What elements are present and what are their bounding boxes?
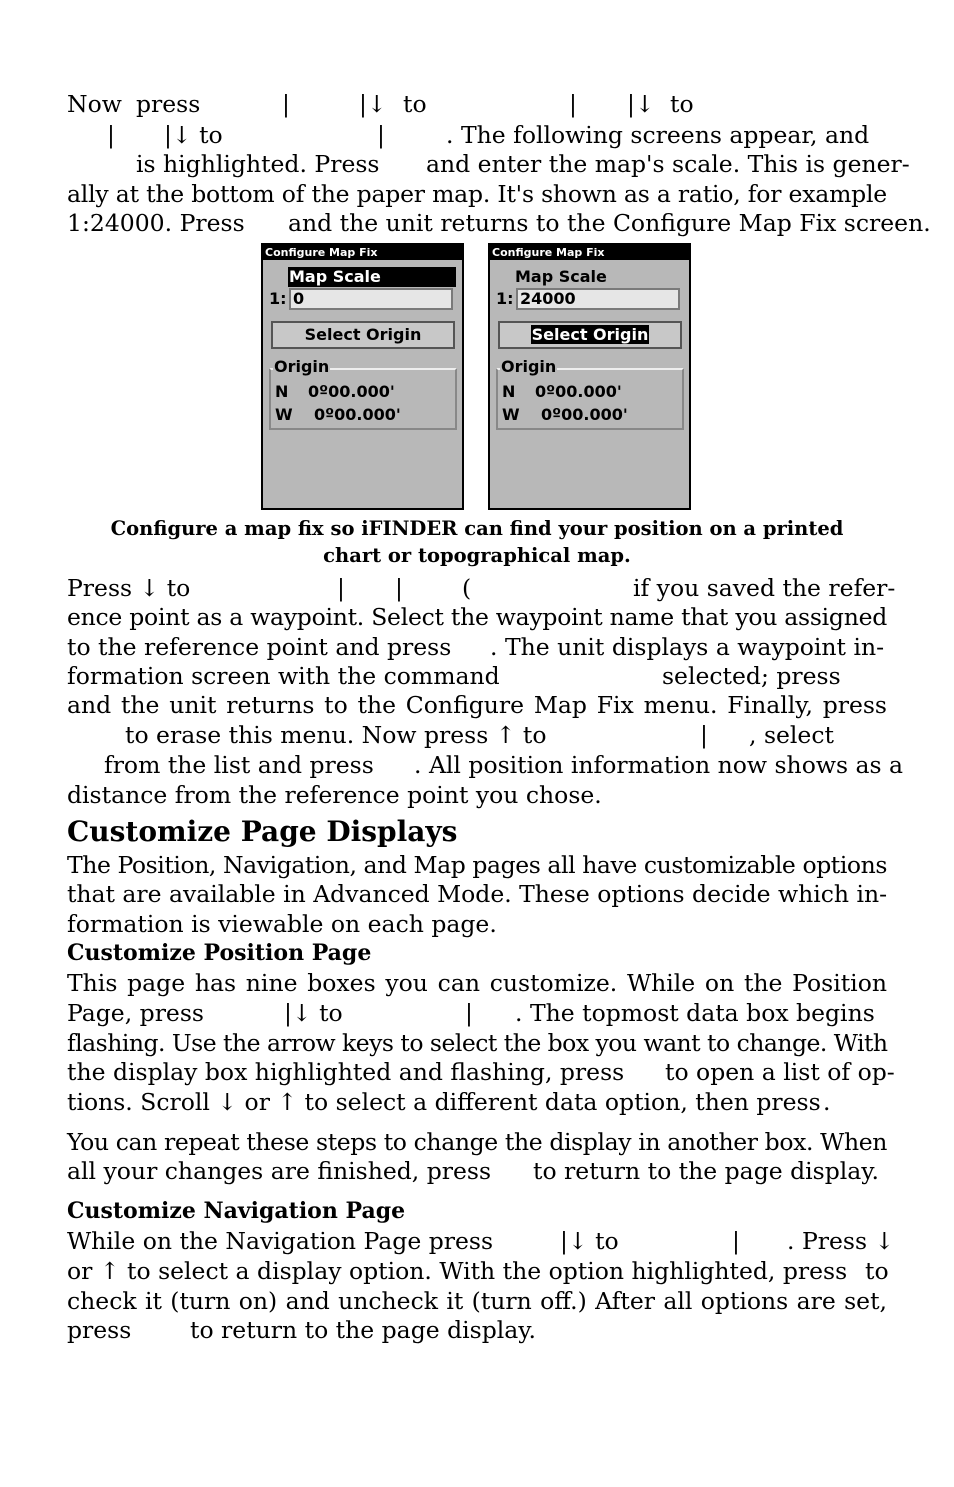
text-line: ence point as a waypoint. Select the waypoint name that you assigned xyxy=(67,603,887,631)
word: . The following screens appear, and xyxy=(446,121,870,149)
separator: | xyxy=(732,1227,740,1255)
separator: | xyxy=(377,121,385,149)
subsection-heading: Customize Navigation Page xyxy=(67,1198,406,1224)
select-origin-button[interactable]: Select Origin xyxy=(271,321,455,349)
figure-caption-line: chart or topographical map. xyxy=(323,544,631,567)
word: if you saved the refer- xyxy=(633,574,896,602)
text-line xyxy=(67,120,887,150)
word: press xyxy=(136,90,201,118)
word: to return to the page display. xyxy=(190,1316,536,1344)
text-line: distance from the reference point you chose. xyxy=(67,781,602,809)
word: to return to the page display. xyxy=(533,1157,879,1185)
text-line: formation is viewable on each page. xyxy=(67,910,497,938)
lon-direction: W xyxy=(502,405,520,424)
word: While on the Navigation Page press xyxy=(67,1227,494,1255)
word: all your changes are finished, press xyxy=(67,1157,492,1185)
map-scale-input[interactable]: 24000 xyxy=(516,288,680,310)
ratio-prefix: 1: xyxy=(496,289,514,308)
map-scale-input[interactable]: 0 xyxy=(289,288,453,310)
paren: ( xyxy=(462,574,472,602)
word: |↓ to xyxy=(164,121,223,149)
word: Page, press xyxy=(67,999,204,1027)
separator: | xyxy=(107,121,115,149)
lat-value: 0º00.000' xyxy=(308,382,395,401)
text-line xyxy=(67,661,887,691)
subsection-heading: Customize Position Page xyxy=(67,940,372,966)
word: and the unit returns to the Configure Map Fix screen. xyxy=(288,209,931,237)
origin-label: Origin xyxy=(501,357,557,376)
word: is highlighted. Press xyxy=(136,150,380,178)
screen-title: Configure Map Fix xyxy=(490,245,689,260)
select-origin-button[interactable] xyxy=(498,321,682,349)
text-line xyxy=(67,1226,895,1256)
text-line xyxy=(67,1087,887,1117)
text-line: The Position, Navigation, and Map pages all have customizable options xyxy=(67,851,887,879)
word: Now xyxy=(67,90,122,118)
word: to xyxy=(670,90,694,118)
text-line xyxy=(67,573,896,603)
configure-map-fix-screen-2 xyxy=(488,243,691,510)
select-origin-label: Select Origin xyxy=(531,325,649,344)
word: . Press ↓ xyxy=(787,1227,895,1255)
text-line xyxy=(67,750,904,780)
origin-label: Origin xyxy=(274,357,330,376)
text-line xyxy=(67,1315,887,1345)
separator: | xyxy=(569,90,577,118)
text-line: This page has nine boxes you can customize. While on the Position xyxy=(67,969,887,997)
lon-value: 0º00.000' xyxy=(541,405,628,424)
word: to erase this menu. Now press ↑ to xyxy=(125,721,547,749)
word: |↓ to xyxy=(284,999,343,1027)
word: to the reference point and press xyxy=(67,633,452,661)
word: formation screen with the command xyxy=(67,662,500,690)
word: or ↑ to select a display option. With the option highlighted, press xyxy=(67,1257,848,1285)
configure-map-fix-screen-1 xyxy=(261,243,464,510)
separator: | xyxy=(700,721,708,749)
text-line: You can repeat these steps to change the display in another box. When xyxy=(67,1128,887,1156)
text-line: ally at the bottom of the paper map. It's shown as a ratio, for example xyxy=(67,180,887,208)
lon-direction: W xyxy=(275,405,293,424)
word: |↓ xyxy=(359,90,387,118)
word: the display box highlighted and flashing, press xyxy=(67,1058,625,1086)
word: selected; press xyxy=(662,662,841,690)
word: from the list and press xyxy=(104,751,374,779)
lat-value: 0º00.000' xyxy=(535,382,622,401)
word: , select xyxy=(749,721,834,749)
text-line xyxy=(67,720,887,750)
word: to xyxy=(403,90,427,118)
figure-caption-line: Configure a map fix so iFINDER can find your position on a printed xyxy=(110,517,844,540)
ratio-prefix: 1: xyxy=(269,289,287,308)
text-line xyxy=(67,1156,887,1186)
text-line xyxy=(67,208,931,238)
word: press xyxy=(67,1316,132,1344)
text-line xyxy=(67,632,887,662)
text-line: that are available in Advanced Mode. These options decide which in- xyxy=(67,880,887,908)
text-line xyxy=(67,1057,895,1087)
word: and enter the map's scale. This is gener- xyxy=(426,150,910,178)
word: 1:24000. Press xyxy=(67,209,245,237)
separator: | xyxy=(337,574,345,602)
lon-value: 0º00.000' xyxy=(314,405,401,424)
word: |↓ xyxy=(627,90,655,118)
separator: | xyxy=(395,574,403,602)
word: . The topmost data box begins xyxy=(515,999,875,1027)
text-line: and the unit returns to the Configure Map Fix menu. Finally, press xyxy=(67,691,887,719)
map-scale-label: Map Scale xyxy=(515,267,607,286)
lat-direction: N xyxy=(502,382,516,401)
text-line xyxy=(67,149,910,179)
section-heading: Customize Page Displays xyxy=(67,815,458,848)
text-line xyxy=(67,998,887,1028)
text-line xyxy=(67,1256,887,1286)
lat-direction: N xyxy=(275,382,289,401)
word: . The unit displays a waypoint in- xyxy=(490,633,885,661)
text-line xyxy=(67,89,887,119)
separator: | xyxy=(282,90,290,118)
text-line: flashing. Use the arrow keys to select the box you want to change. With xyxy=(67,1029,888,1057)
word: to xyxy=(865,1257,889,1285)
text-line: check it (turn on) and uncheck it (turn off.) After all options are set, xyxy=(67,1287,887,1315)
word: to open a list of op- xyxy=(665,1058,895,1086)
screen-title: Configure Map Fix xyxy=(263,245,462,260)
word: Press ↓ to xyxy=(67,574,191,602)
word: |↓ to xyxy=(560,1227,619,1255)
word: tions. Scroll ↓ or ↑ to select a different data option, then press xyxy=(67,1088,821,1116)
word: . xyxy=(823,1088,831,1116)
separator: | xyxy=(465,999,473,1027)
word: . All position information now shows as a xyxy=(414,751,904,779)
map-scale-label: Map Scale xyxy=(288,267,456,287)
